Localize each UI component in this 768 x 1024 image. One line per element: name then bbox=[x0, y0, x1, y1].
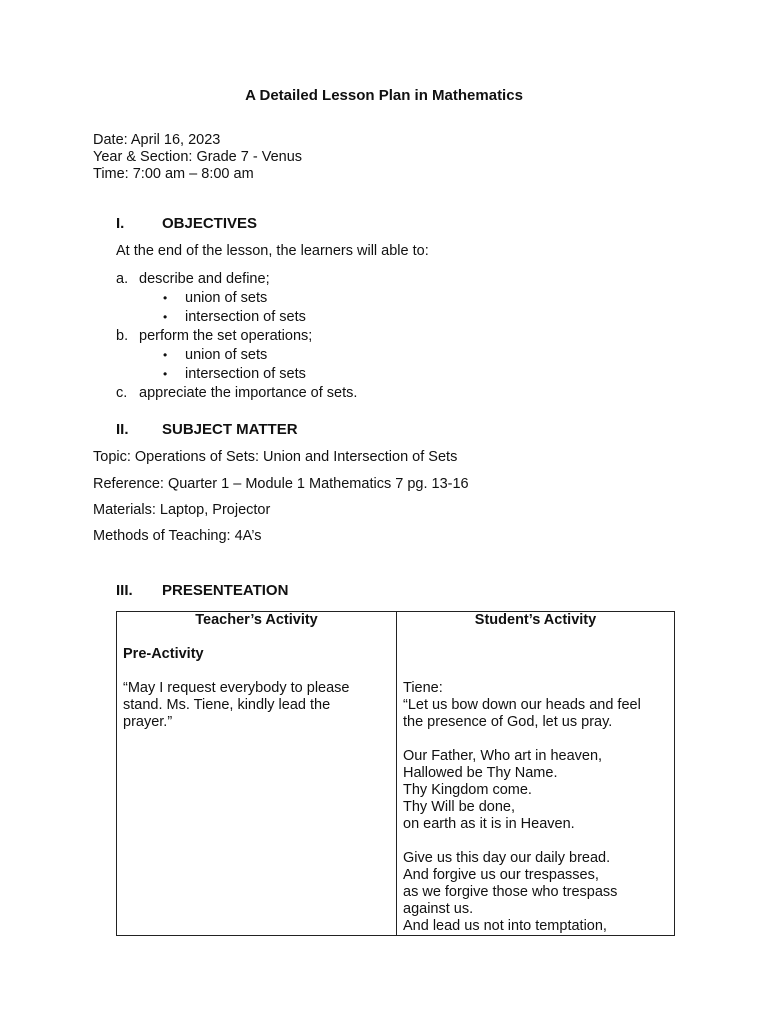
student-line: Our Father, Who art in heaven, bbox=[403, 748, 603, 764]
teacher-activity-cell bbox=[117, 612, 397, 936]
methods-line: Methods of Teaching: 4A’s bbox=[93, 528, 262, 544]
time-line: Time: 7:00 am – 8:00 am bbox=[93, 166, 254, 182]
presentation-heading-text: PRESENTEATION bbox=[162, 582, 289, 599]
objective-sub-text: union of sets bbox=[185, 290, 268, 306]
objective-text: perform the set operations; bbox=[139, 328, 313, 344]
objective-letter: c. bbox=[116, 385, 128, 401]
activity-table bbox=[116, 611, 675, 936]
objective-sub-item bbox=[163, 346, 267, 365]
objectives-heading-text: OBJECTIVES bbox=[162, 215, 258, 232]
reference-line: Reference: Quarter 1 – Module 1 Mathematics 7 pg. 13-16 bbox=[93, 476, 469, 492]
student-line: Thy Will be done, bbox=[403, 799, 516, 815]
objectives-intro: At the end of the lesson, the learners will able to: bbox=[116, 243, 429, 259]
student-line: Hallowed be Thy Name. bbox=[403, 765, 558, 781]
objectives-number: I. bbox=[116, 215, 125, 232]
objective-item-b bbox=[116, 327, 312, 346]
year-section-line: Year & Section: Grade 7 - Venus bbox=[93, 149, 303, 165]
student-line: And forgive us our trespasses, bbox=[403, 867, 599, 883]
teacher-line: stand. Ms. Tiene, kindly lead the bbox=[123, 697, 331, 713]
objective-text: appreciate the importance of sets. bbox=[139, 385, 358, 401]
objective-sub-item bbox=[163, 308, 306, 327]
student-activity-cell bbox=[397, 612, 675, 936]
student-line: against us. bbox=[403, 901, 474, 917]
objective-sub-text: intersection of sets bbox=[185, 309, 306, 325]
bullet-icon: • bbox=[163, 367, 168, 381]
document-title: A Detailed Lesson Plan in Mathematics bbox=[245, 87, 523, 104]
objective-sub-item bbox=[163, 365, 306, 384]
teacher-line: “May I request everybody to please bbox=[123, 680, 350, 696]
objective-sub-item bbox=[163, 289, 267, 308]
objective-text: describe and define; bbox=[139, 271, 270, 287]
topic-line: Topic: Operations of Sets: Union and Intersection of Sets bbox=[93, 449, 458, 465]
student-line: the presence of God, let us pray. bbox=[403, 714, 613, 730]
table-row bbox=[117, 612, 675, 936]
subject-matter-heading-text: SUBJECT MATTER bbox=[162, 421, 298, 438]
student-line: And lead us not into temptation, bbox=[403, 918, 607, 934]
materials-line: Materials: Laptop, Projector bbox=[93, 502, 271, 518]
objective-letter: a. bbox=[116, 271, 129, 287]
date-line: Date: April 16, 2023 bbox=[93, 132, 221, 148]
subject-matter-number: II. bbox=[116, 421, 129, 438]
student-line: as we forgive those who trespass bbox=[403, 884, 618, 900]
student-line: Tiene: bbox=[403, 680, 443, 696]
presentation-number: III. bbox=[116, 582, 133, 599]
pre-activity-label: Pre-Activity bbox=[123, 646, 204, 662]
student-line: “Let us bow down our heads and feel bbox=[403, 697, 641, 713]
teacher-activity-header: Teacher’s Activity bbox=[195, 612, 318, 628]
teacher-line: prayer.” bbox=[123, 714, 173, 730]
objective-item-c bbox=[116, 384, 357, 403]
student-line: on earth as it is in Heaven. bbox=[403, 816, 575, 832]
bullet-icon: • bbox=[163, 348, 168, 362]
subject-matter-heading bbox=[116, 421, 298, 438]
bullet-icon: • bbox=[163, 291, 168, 305]
student-line: Thy Kingdom come. bbox=[403, 782, 532, 798]
student-line: Give us this day our daily bread. bbox=[403, 850, 611, 866]
objectives-heading bbox=[116, 215, 257, 232]
objective-sub-text: intersection of sets bbox=[185, 366, 306, 382]
objective-sub-text: union of sets bbox=[185, 347, 268, 363]
objective-letter: b. bbox=[116, 328, 129, 344]
bullet-icon: • bbox=[163, 310, 168, 324]
student-activity-header: Student’s Activity bbox=[474, 612, 597, 628]
presentation-heading bbox=[116, 582, 288, 599]
objective-item-a bbox=[116, 270, 270, 289]
